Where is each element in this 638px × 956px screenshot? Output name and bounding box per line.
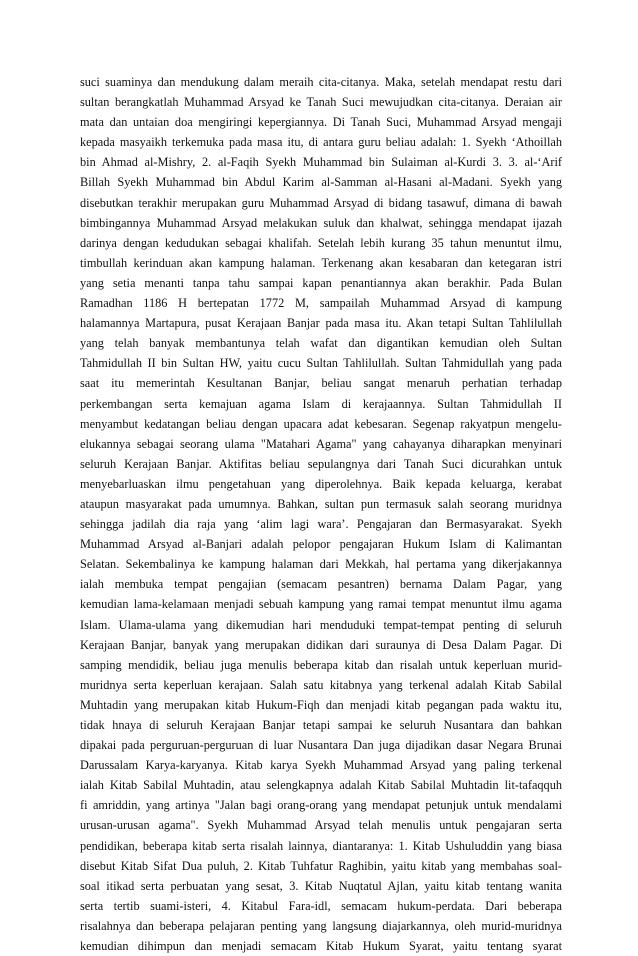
text-line: Tahmidullah II bin Sultan HW, yaitu cucu Sultan Tahlilullah. Sultan Tahmidullah yang pada — [80, 356, 562, 371]
text-line: Muhammad Arsyad al-Banjari adalah pelopor pengajaran Hukum Islam di Kalimantan — [80, 537, 562, 552]
text-line: kepada masyaikh terkemuka pada masa itu, di antara guru beliau adalah: 1. Syekh ‘Athoillah — [80, 135, 562, 150]
text-line: timbullah kerinduan akan kampung halaman. Terkenang akan kesabaran dan ketegaran istri — [80, 255, 562, 270]
text-line: yang setia menanti tanpa tahu sampai kapan penantiannya akan berakhir. Pada Bulan — [80, 275, 562, 290]
text-line: ataupun masyarakat pada umumnya. Bahkan, sultan pun termasuk salah seorang muridnya — [80, 496, 562, 511]
text-line: suci suaminya dan mendukung dalam meraih cita-citanya. Maka, setelah mendapat restu dari — [80, 75, 562, 89]
text-line: muridnya serta keperluan kerajaan. Salah satu kitabnya yang terkenal adalah Kitab Sabilal — [80, 677, 562, 692]
text-line: disebut Kitab Sifat Dua puluh, 2. Kitab Tuhfatur Raghibin, yaitu kitab yang membahas soal- — [80, 858, 562, 873]
text-line: urusan-urusan agama". Syekh Muhammad Arsyad telah menulis untuk pengajaran serta — [80, 818, 562, 833]
text-line: elukannya sebagai seorang ulama "Matahari Agama" yang cahayanya diharapkan menyinari — [80, 436, 562, 451]
text-line: pendidikan, beberapa kitab serta risalah lainnya, diantaranya: 1. Kitab Ushuluddin yang biasa — [80, 838, 562, 853]
text-line: risalahnya dan beberapa pelajaran penting yang langsung diajarkannya, oleh murid-muridnya — [80, 918, 562, 933]
text-line: Ramadhan 1186 H bertepatan 1772 M, sampailah Muhammad Arsyad di kampung — [80, 296, 562, 311]
text-line: darinya dengan kedudukan sebagai khalifah. Setelah lebih kurang 35 tahun menuntut ilmu, — [80, 235, 562, 250]
text-line: bimbingannya Muhammad Arsyad melakukan suluk dan khalwat, sehingga mendapat ijazah — [80, 215, 562, 230]
text-line: dipakai pada perguruan-perguruan di luar Nusantara Dan juga dijadikan dasar Negara Brunai — [80, 738, 562, 753]
text-line: kemudian lama-kelamaan menjadi sebuah kampung yang ramai tempat menuntut ilmu agama — [80, 597, 562, 612]
text-line: bin Ahmad al-Mishry, 2. al-Faqih Syekh Muhammad bin Sulaiman al-Kurdi 3. 3. al-‘Arif — [80, 155, 562, 170]
text-line: fi amriddin, yang artinya "Jalan bagi orang-orang yang mendapat petunjuk untuk mendalami — [80, 798, 562, 813]
text-line: mata dan untaian doa mengiringi kepergiannya. Di Tanah Suci, Muhammad Arsyad mengaji — [80, 115, 562, 130]
text-line: disebutkan terakhir merupakan guru Muhammad Arsyad di bidang tasawuf, dimana di bawah — [80, 195, 562, 210]
text-line: saat itu memerintah Kesultanan Banjar, beliau sangat menaruh perhatian terhadap — [80, 376, 562, 391]
text-line: sehingga jadilah dia raja yang ‘alim lagi wara’. Pengajaran dan Bermasyarakat. Syekh — [80, 517, 562, 532]
text-line: serta tertib suami-isteri, 4. Kitabul Fara-idl, semacam hukum-perdata. Dari beberapa — [80, 898, 562, 913]
text-line: Islam. Ulama-ulama yang dikemudian hari menduduki tempat-tempat penting di seluruh — [80, 617, 562, 632]
text-line: Selatan. Sekembalinya ke kampung halaman dari Mekkah, hal pertama yang dikerjakannya — [80, 557, 562, 572]
text-line: sultan berangkatlah Muhammad Arsyad ke Tanah Suci mewujudkan cita-citanya. Deraian air — [80, 95, 562, 110]
text-line: perkembangan serta kemajuan agama Islam di kerajaannya. Sultan Tahmidullah II — [80, 396, 562, 411]
text-line: samping mendidik, beliau juga menulis beberapa kitab dan risalah untuk keperluan murid- — [80, 657, 562, 672]
text-line: Darussalam Karya-karyanya. Kitab karya Syekh Muhammad Arsyad yang paling terkenal — [80, 758, 562, 773]
text-line: tidak hnaya di seluruh Kerajaan Banjar tetapi sampai ke seluruh Nusantara dan bahkan — [80, 718, 562, 732]
text-line: yang telah banyak membantunya telah wafat dan digantikan kemudian oleh Sultan — [80, 336, 562, 351]
text-line: Muhtadin yang merupakan kitab Hukum-Fiqh dan menjadi kitab pegangan pada waktu itu, — [80, 697, 562, 712]
text-line: menyambut kedatangan beliau dengan upacara adat kebesaran. Segenap rakyatpun mengelu- — [80, 416, 562, 431]
body-text — [80, 72, 562, 956]
text-line: Kerajaan Banjar, banyak yang merupakan didikan dari suraunya di Desa Dalam Pagar. Di — [80, 637, 562, 652]
text-line: ialah membuka tempat pengajian (semacam pesantren) bernama Dalam Pagar, yang — [80, 577, 562, 592]
text-line: kemudian dihimpun dan menjadi semacam Kitab Hukum Syarat, yaitu tentang syarat — [80, 939, 562, 954]
text-line: ialah Kitab Sabilal Muhtadin, atau selengkapnya adalah Kitab Sabilal Muhtadin lit-tafaqquh — [80, 778, 562, 793]
text-line: menyebarluaskan ilmu pengetahuan yang diperolehnya. Baik kepada keluarga, kerabat — [80, 476, 562, 491]
text-line: seluruh Kerajaan Banjar. Aktifitas beliau sepulangnya dari Tanah Suci dicurahkan untuk — [80, 456, 562, 471]
text-line: halamannya Martapura, pusat Kerajaan Banjar pada masa itu. Akan tetapi Sultan Tahlilullah — [80, 316, 562, 331]
text-line: soal itikad serta perbuatan yang sesat, 3. Kitab Nuqtatul Ajlan, yaitu kitab tentang wanita — [80, 878, 562, 893]
text-line: Billah Syekh Muhammad bin Abdul Karim al-Samman al-Hasani al-Madani. Syekh yang — [80, 175, 562, 190]
